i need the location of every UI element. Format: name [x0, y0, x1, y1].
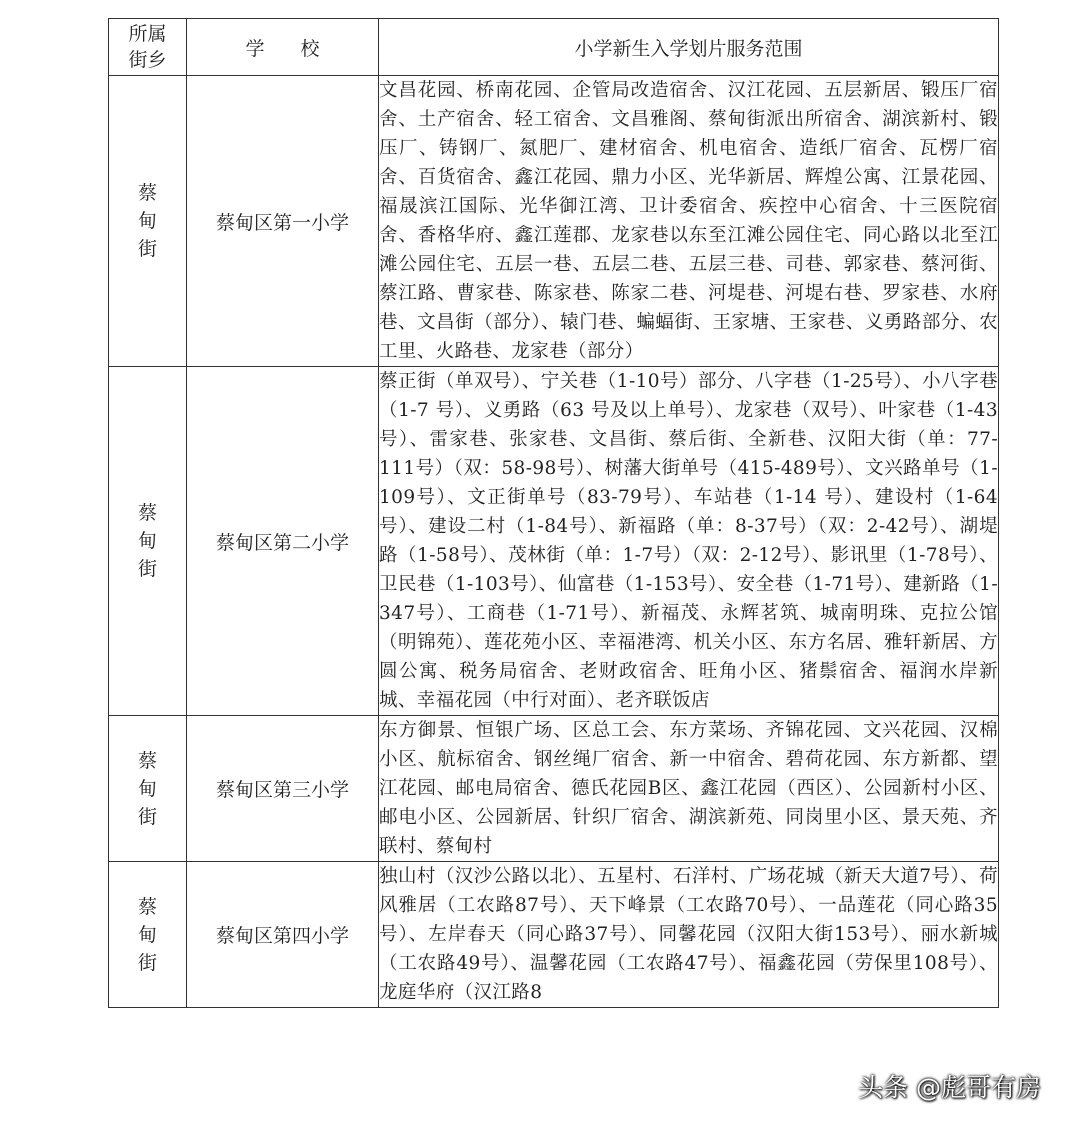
- district-char: 街: [137, 238, 157, 260]
- school-name: 蔡甸区第二小学: [187, 367, 379, 716]
- district-cell: [109, 716, 187, 862]
- service-scope: 东方御景、恒银广场、区总工会、东方菜场、齐锦花园、文兴花园、汉棉小区、航标宿舍、钢丝绳厂宿舍、新一中宿舍、碧荷花园、东方新都、望江花园、邮电局宿舍、德氏花园B区、鑫江花园（西区）、公园新村小区、邮电小区、公园新居、针织厂宿舍、湖滨新苑、同岗里小区、景天苑、齐联村、蔡甸村: [379, 716, 999, 862]
- district-cell: [109, 862, 187, 1008]
- header-scope: 小学新生入学划片服务范围: [379, 19, 999, 76]
- district-char: 蔡: [137, 749, 157, 772]
- service-scope: 蔡正街（单双号）、宁关巷（1-10号）部分、八字巷（1-25号）、小八字巷（1-7 号）、义勇路（63 号及以上单号）、龙家巷（双号）、叶家巷（1-43号）、雷家巷、张家巷、文昌街、蔡后街、全新巷、汉阳大街（单：77-111号）（双：58-98号）、树藩大街单号（415-489号）、文兴路单号（1-109号）、文正街单号（83-79号）、车站巷（1-14 号）、建设村（1-64 号）、建设二村（1-84号）、新福路（单：8-37号）（双：2-42号）、湖堤路（1-58号）、茂林街（单：1-7号）（双：2-12号）、影讯里（1-78号）、卫民巷（1-103号）、仙富巷（1-153号）、安全巷（1-71号）、建新路（1-347号）、工商巷（1-71号）、新福茂、永辉茗筑、城南明珠、克拉公馆（明锦苑）、莲花苑小区、幸福港湾、机关小区、东方名居、雅轩新居、方圆公寓、税务局宿舍、老财政宿舍、旺角小区、猪鬃宿舍、福润水岸新城、幸福花园（中行对面）、老齐联饭店: [379, 367, 999, 716]
- district-char: 甸: [137, 530, 157, 552]
- service-scope: 独山村（汉沙公路以北）、五星村、石洋村、广场花城（新天大道7号）、荷风雅居（工农路87号）、天下峰景（工农路70号）、一品莲花（同心路35号）、左岸春天（同心路37号）、同馨花园（汉阳大街153号）、丽水新城（工农路49号）、温馨花园（工农路47号）、福鑫花园（劳保里108号）、龙庭华府（汉江路8: [379, 862, 999, 1008]
- school-name: 蔡甸区第四小学: [187, 862, 379, 1008]
- header-school: 学校: [187, 19, 379, 76]
- header-district-line2: 街乡: [128, 49, 167, 71]
- district-cell: [109, 367, 187, 716]
- district-char: 蔡: [137, 182, 157, 204]
- district-char: 蔡: [137, 502, 157, 524]
- header-district: [109, 19, 187, 76]
- district-cell: [109, 76, 187, 367]
- header-district-line1: 所属: [128, 23, 167, 45]
- school-name: 蔡甸区第一小学: [187, 76, 379, 367]
- district-char: 甸: [137, 923, 157, 946]
- district-char: 街: [137, 951, 157, 974]
- district-char: 街: [137, 558, 157, 580]
- watermark: 头条 @彪哥有房: [858, 1073, 1041, 1102]
- table-row: [109, 367, 999, 716]
- table-row: [109, 76, 999, 367]
- service-scope: 文昌花园、桥南花园、企管局改造宿舍、汉江花园、五层新居、锻压厂宿舍、土产宿舍、轻工宿舍、文昌雅阁、蔡甸街派出所宿舍、湖滨新村、锻压厂、铸钢厂、氮肥厂、建材宿舍、机电宿舍、造纸厂宿舍、瓦楞厂宿舍、百货宿舍、鑫江花园、鼎力小区、光华新居、辉煌公寓、江景花园、福晟滨江国际、光华御江湾、卫计委宿舍、疾控中心宿舍、十三医院宿舍、香格华府、鑫江莲郡、龙家巷以东至江滩公园住宅、同心路以北至江滩公园住宅、五层一巷、五层二巷、五层三巷、司巷、郭家巷、蔡河街、蔡江路、曹家巷、陈家巷、陈家二巷、河堤巷、河堤右巷、罗家巷、水府巷、文昌街（部分）、辕门巷、蝙蝠街、王家塘、王家巷、义勇路部分、农工里、火路巷、龙家巷（部分）: [379, 76, 999, 367]
- table-row: [109, 716, 999, 862]
- enrollment-zone-table: [108, 18, 999, 1008]
- district-char: 蔡: [137, 895, 157, 918]
- district-char: 甸: [137, 777, 157, 800]
- district-char: 甸: [137, 210, 157, 232]
- table-row: [109, 862, 999, 1008]
- school-name: 蔡甸区第三小学: [187, 716, 379, 862]
- district-char: 街: [137, 805, 157, 828]
- table-header-row: [109, 19, 999, 76]
